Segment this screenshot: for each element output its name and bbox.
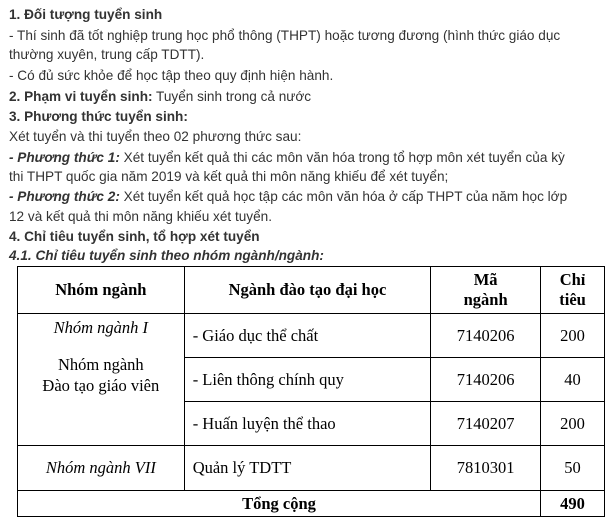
method-1-label: - Phương thức 1: xyxy=(9,150,120,165)
quota-table xyxy=(17,266,605,517)
row-2-code: 7140206 xyxy=(431,358,541,402)
table-row xyxy=(18,446,605,491)
header-major: Ngành đào tạo đại học xyxy=(184,267,431,314)
section-1-line-2: thường xuyên, trung cấp TDTT). xyxy=(9,47,205,62)
method-2 xyxy=(9,187,567,207)
header-quota-line-1: Chỉ xyxy=(559,270,586,289)
row-3-code: 7140207 xyxy=(431,402,541,446)
header-quota xyxy=(541,267,605,314)
table-total-row xyxy=(18,491,605,517)
section-2 xyxy=(9,87,311,107)
header-code-line-1: Mã xyxy=(473,270,498,289)
table-row xyxy=(18,314,605,358)
section-4-1-heading: 4.1. Chỉ tiêu tuyển sinh theo nhóm ngành/ngành: xyxy=(9,248,324,263)
group-7-major: Quản lý TDTT xyxy=(184,446,431,491)
method-2-label: - Phương thức 2: xyxy=(9,189,120,204)
group-1-name: Nhóm ngành I xyxy=(53,318,149,337)
row-1-major: - Giáo dục thể chất xyxy=(184,314,431,358)
method-1-text: Xét tuyển kết quả thi các môn văn hóa trong tổ hợp môn xét tuyển của kỳ xyxy=(119,150,565,165)
group-7-name: Nhóm ngành VII xyxy=(18,446,185,491)
group-7-quota: 50 xyxy=(541,446,605,491)
group-1-cell xyxy=(18,314,185,446)
header-quota-line-2: tiêu xyxy=(559,290,586,309)
section-1-line-3: - Có đủ sức khỏe để học tập theo quy định hiện hành. xyxy=(9,68,334,83)
header-group: Nhóm ngành xyxy=(18,267,185,314)
table-header-row xyxy=(18,267,605,314)
row-3-major: - Huấn luyện thể thao xyxy=(184,402,431,446)
total-label: Tổng cộng xyxy=(18,491,541,517)
group-7-code: 7810301 xyxy=(431,446,541,491)
row-2-major: - Liên thông chính quy xyxy=(184,358,431,402)
section-3-heading: 3. Phương thức tuyển sinh: xyxy=(9,109,188,124)
group-1-desc-line-1: Nhóm ngành xyxy=(57,355,144,374)
row-3-quota: 200 xyxy=(541,402,605,446)
row-2-quota: 40 xyxy=(541,358,605,402)
section-2-text: Tuyển sinh trong cả nước xyxy=(152,89,312,104)
section-3-intro: Xét tuyển và thi tuyển theo 02 phương thức sau: xyxy=(9,129,302,144)
method-1-line-2: thi THPT quốc gia năm 2019 và kết quả thi môn năng khiếu để xét tuyển; xyxy=(9,169,449,184)
section-1-heading: 1. Đối tượng tuyển sinh xyxy=(9,7,163,22)
section-2-label: 2. Phạm vi tuyển sinh: xyxy=(9,89,153,104)
total-value: 490 xyxy=(541,491,605,517)
section-4-heading: 4. Chỉ tiêu tuyển sinh, tổ hợp xét tuyển xyxy=(9,229,260,244)
header-code-line-2: ngành xyxy=(463,290,508,309)
group-1-desc-line-2: Đào tạo giáo viên xyxy=(42,376,160,395)
method-1 xyxy=(9,148,565,168)
row-1-quota: 200 xyxy=(541,314,605,358)
section-1-line-1: - Thí sinh đã tốt nghiệp trung học phổ thông (THPT) hoặc tương đương (hình thức giáo dục xyxy=(9,28,561,43)
method-2-line-2: 12 và kết quả thi môn năng khiếu xét tuyển. xyxy=(9,209,272,224)
row-1-code: 7140206 xyxy=(431,314,541,358)
header-code xyxy=(431,267,541,314)
method-2-text: Xét tuyển kết quả học tập các môn văn hóa ở cấp THPT của năm học lớp xyxy=(119,189,568,204)
